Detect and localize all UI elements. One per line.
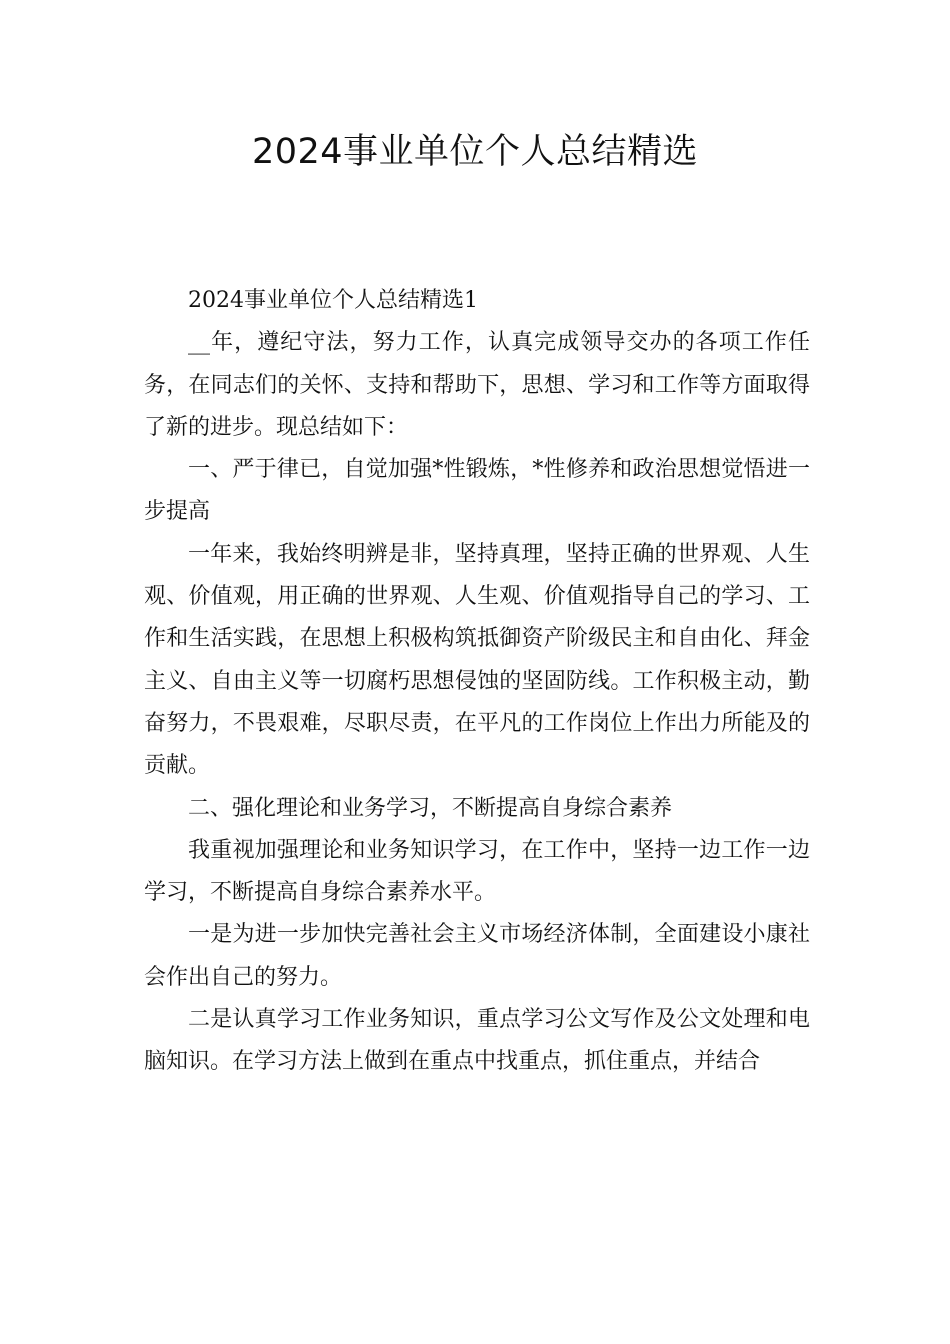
document-title: 2024事业单位个人总结精选 — [251, 132, 699, 172]
section-heading-1: 一、严于律已，自觉加强*性锻炼，*性修养和政治思想觉悟进一步提高 — [144, 457, 810, 525]
paragraph-section-1: 一年来，我始终明辨是非，坚持真理，坚持正确的世界观、人生观、价值观，用正确的世界观、人生观、价值观指导自己的学习、工作和生活实践，在思想上积极构筑抵御资产阶级民主和自由化、拜金主义、自由主义等一切腐朽思想侵蚀的坚固防线。工作积极主动，勤奋努力，不畏艰难，尽职尽责，在平凡的工作岗位上作出力所能及的贡献。 — [144, 541, 810, 779]
paragraph-subtitle: 2024事业单位个人总结精选1 — [188, 288, 478, 313]
document-body — [144, 280, 810, 1084]
paragraph-intro: __年，遵纪守法，努力工作，认真完成领导交办的各项工作任务，在同志们的关怀、支持和帮助下，思想、学习和工作等方面取得了新的进步。现总结如下： — [144, 330, 810, 440]
paragraph-section-2: 我重视加强理论和业务知识学习，在工作中，坚持一边工作一边学习，不断提高自身综合素养水平。 — [144, 837, 810, 906]
section-heading-2: 二、强化理论和业务学习，不断提高自身综合素养 — [188, 795, 673, 821]
paragraph-point-2: 二是认真学习工作业务知识，重点学习公文写作及公文处理和电脑知识。在学习方法上做到在重点中找重点，抓住重点，并结合 — [144, 1007, 810, 1075]
paragraph-point-1: 一是为进一步加快完善社会主义市场经济体制，全面建设小康社会作出自己的努力。 — [144, 922, 810, 990]
